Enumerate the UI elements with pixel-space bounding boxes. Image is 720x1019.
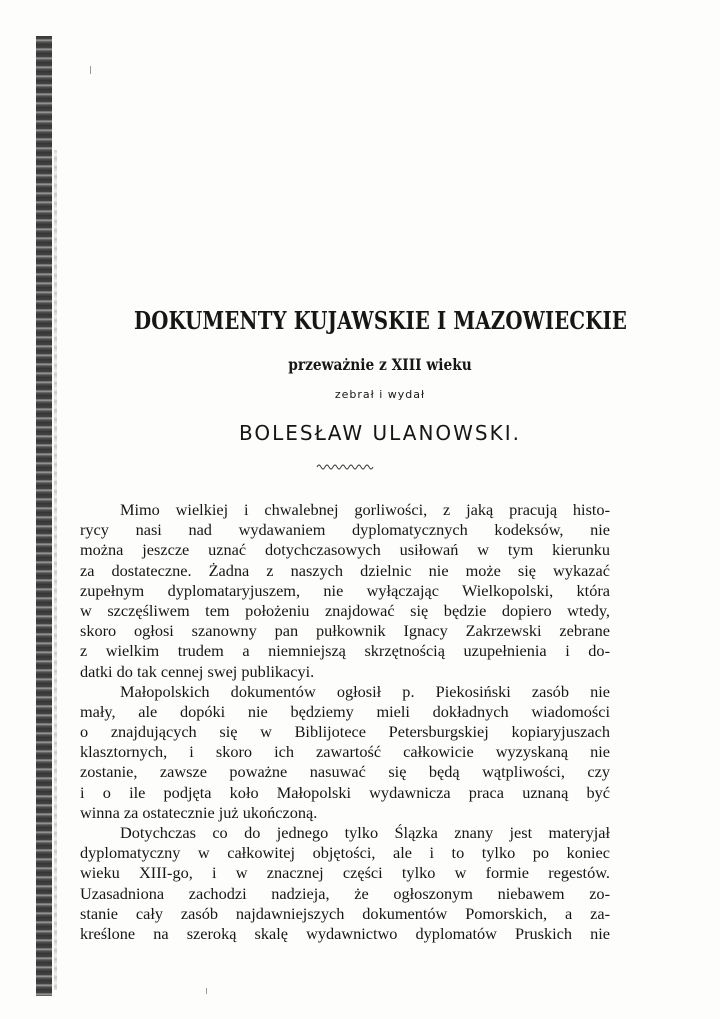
text-line: wieku XIII-go, i w znacznej części tylko w formie regestów.	[80, 863, 610, 883]
text-line: o znajdujących się w Biblijotece Petersburgskiej kopiaryjuszach	[80, 722, 610, 742]
text-line: zupełnym dyplomataryjuszem, nie wyłączając Wielkopolski, która	[80, 580, 610, 600]
text-line: kreślone na szeroką skalę wydawnictwo dyplomatów Pruskich nie	[80, 923, 610, 943]
text-line: skoro ogłosi szanowny pan pułkownik Ignacy Zakrzewski zebrane	[80, 621, 610, 641]
text-line: stanie cały zasób najdawniejszych dokumentów Pomorskich, a za-	[80, 903, 610, 923]
text-line: zostanie, zawsze poważne nasuwać się będą wątpliwości, czy	[80, 762, 610, 782]
text-line: za dostateczne. Żadna z naszych dzielnic nie może się wykazać	[80, 560, 610, 580]
paragraph	[80, 500, 610, 682]
paragraph	[80, 682, 610, 823]
text-line: rycy nasi nad wydawaniem dyplomatycznych kodeksów, nie	[80, 520, 610, 540]
stray-mark	[206, 988, 207, 994]
text-line: i o ile podjęta koło Małopolski wydawnicza praca uznaną być	[80, 782, 610, 802]
document-subtitle: przeważnie z XIII wieku	[288, 355, 472, 374]
text-line: datki do tak cennej swej publikacyi.	[80, 661, 315, 681]
stray-mark	[90, 66, 91, 74]
document-author: BOLESŁAW ULANOWSKI.	[238, 421, 521, 445]
text-line: Uzasadniona zachodzi nadzieja, że ogłoszonym niebawem zo-	[80, 883, 610, 903]
text-line: można jeszcze uznać dotychczasowych usiłowań w tym kierunku	[80, 540, 610, 560]
text-line: w szczęśliwem tem położeniu znajdować się będzie dopiero wtedy,	[80, 600, 610, 620]
text-line: klasztornych, i skoro ich zawartość całkowicie wyzyskaną nie	[80, 742, 610, 762]
body-text	[80, 500, 610, 944]
document-title: DOKUMENTY KUJAWSKIE I MAZOWIECKIE	[134, 306, 628, 335]
text-line: Mimo wielkiej i chwalebnej gorliwości, z jaką pracują histo-	[120, 500, 610, 519]
text-line: z wielkim trudem a niemniejszą skrzętnością uzupełnienia i do-	[80, 641, 610, 661]
paragraph	[80, 823, 610, 944]
document-byline: zebrał i wydał	[334, 388, 426, 401]
text-line: mały, ale dopóki nie będziemy mieli dokładnych wiadomości	[80, 701, 610, 721]
text-line: winna za ostatecznie już ukończoną.	[80, 802, 318, 822]
text-line: Dotychczas co do jednego tylko Ślązka znany jest materyjał	[120, 823, 610, 842]
text-line: dyplomatyczny w całkowitej objętości, ale i to tylko po koniec	[80, 843, 610, 863]
title-ornament	[316, 462, 374, 470]
binding-edge	[36, 36, 52, 996]
binding-edge-shadow	[54, 150, 57, 990]
text-line: Małopolskich dokumentów ogłosił p. Piekosiński zasób nie	[120, 681, 610, 701]
